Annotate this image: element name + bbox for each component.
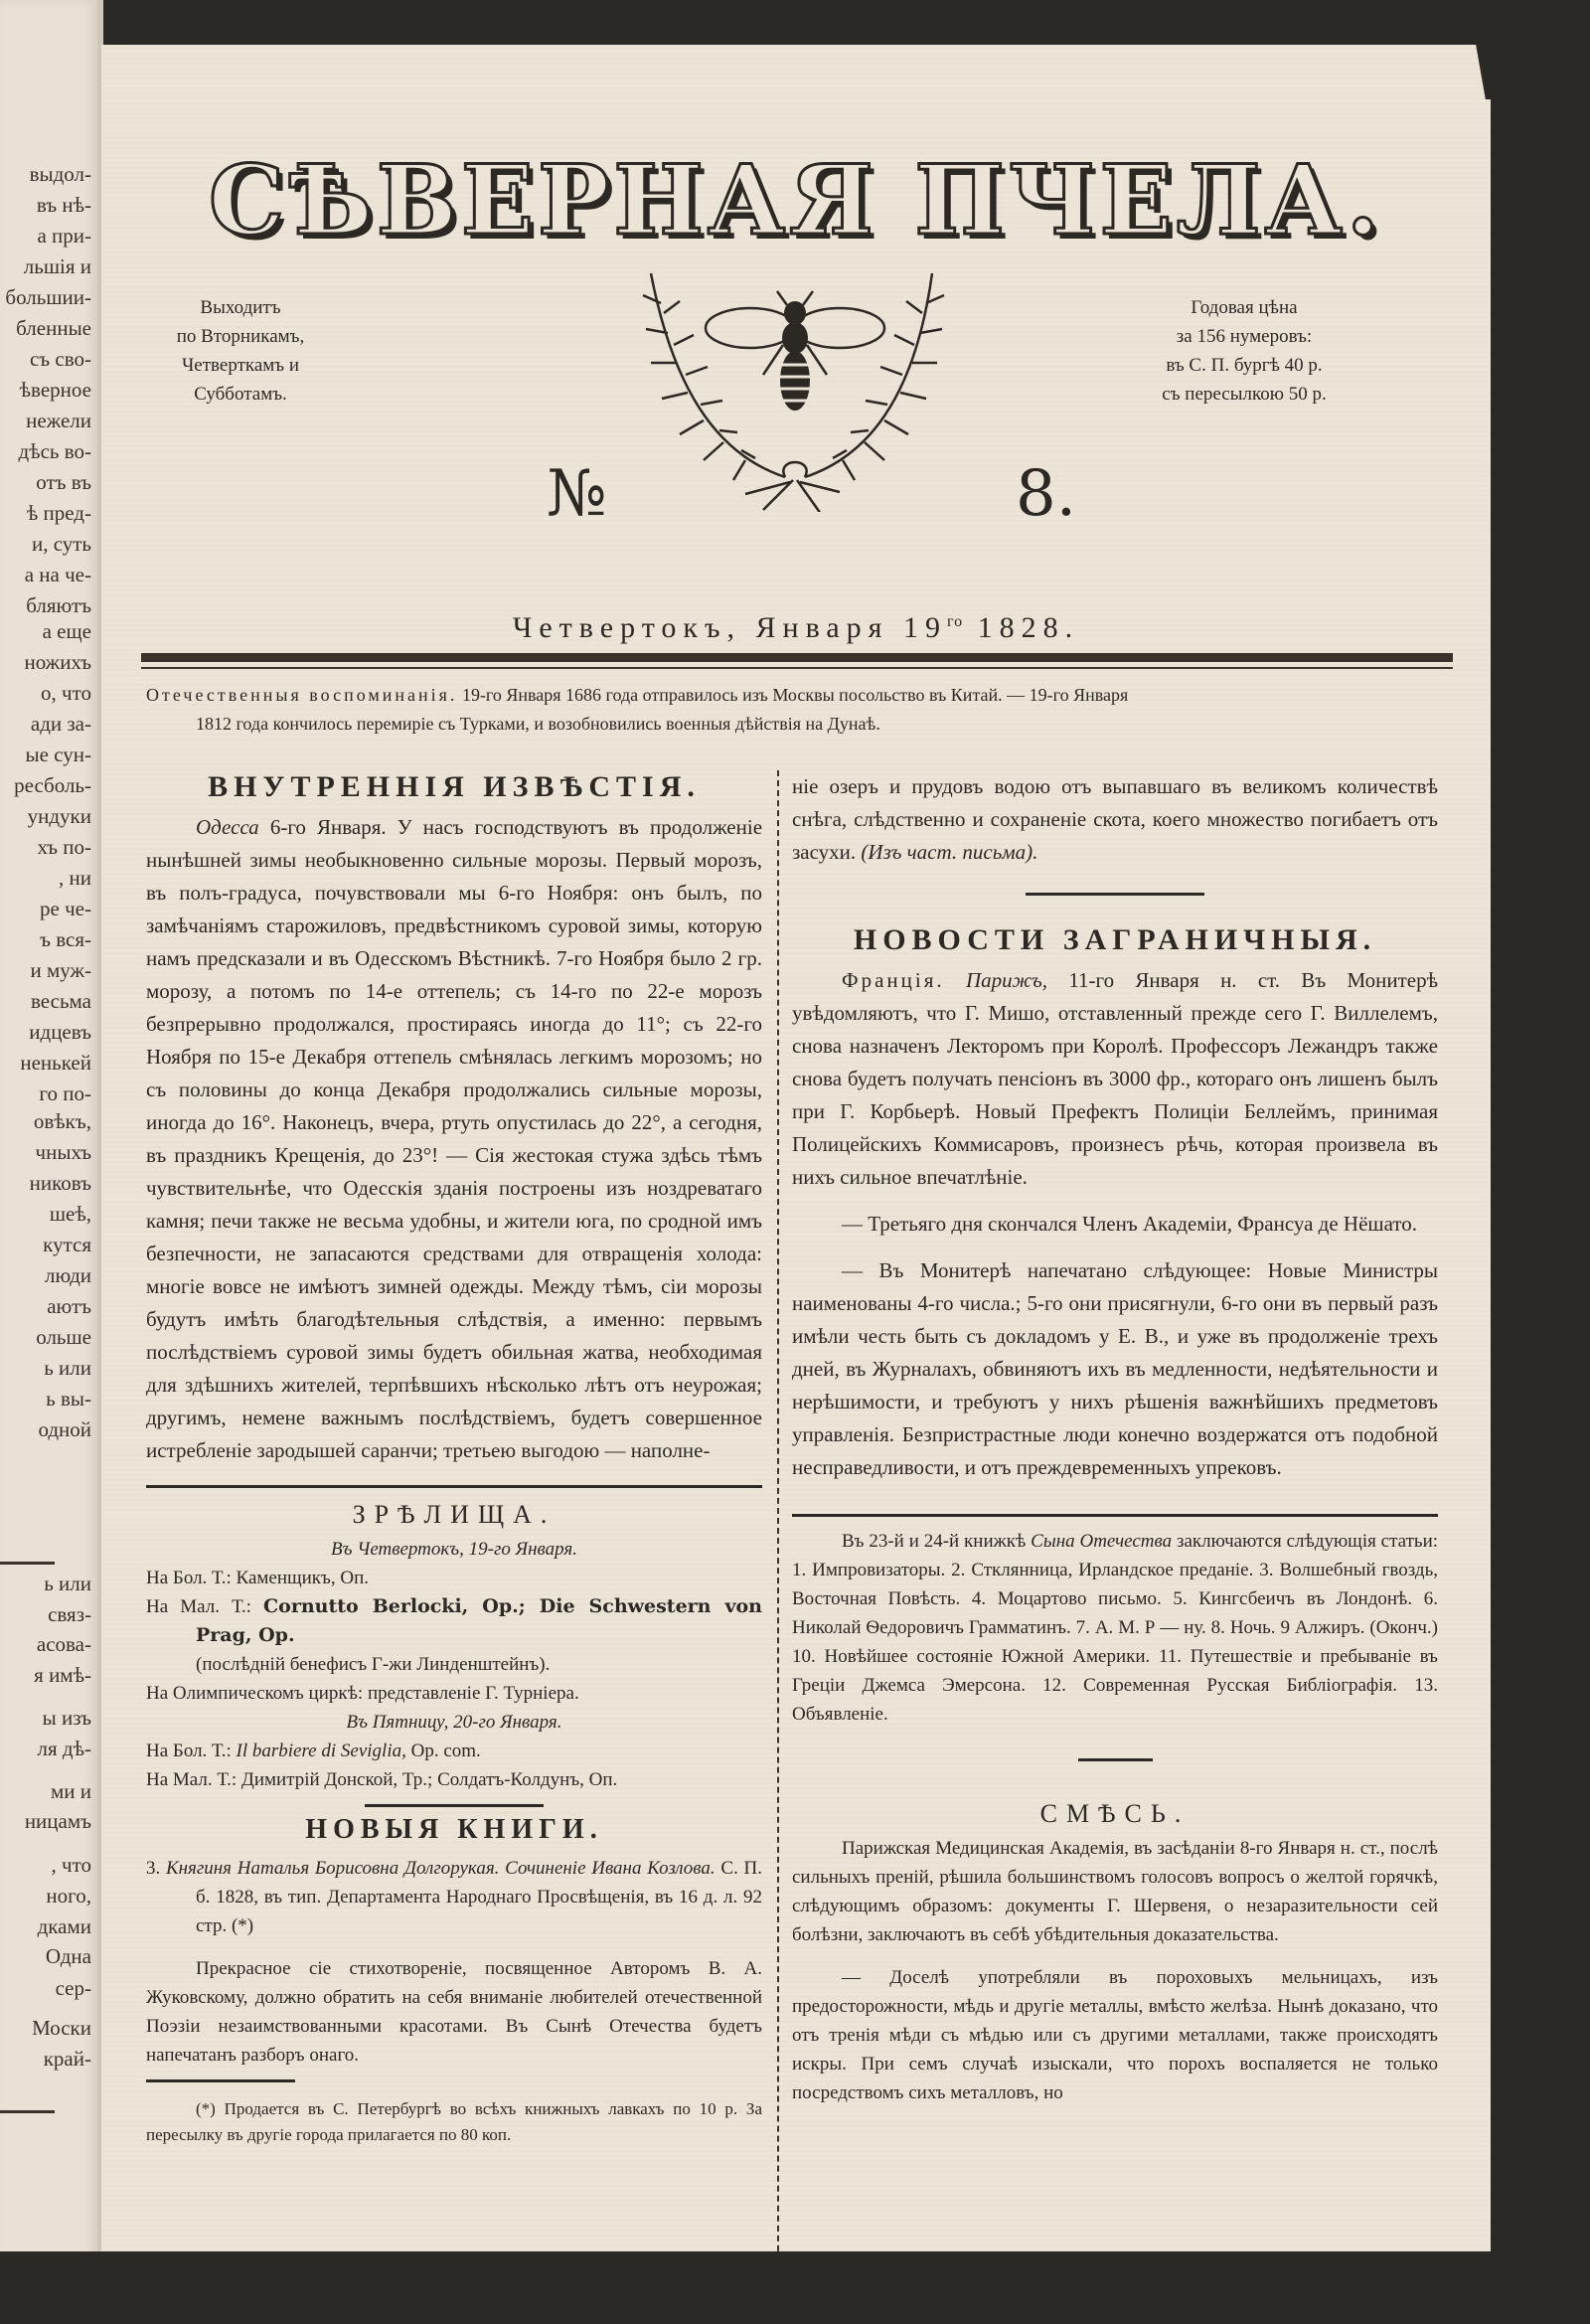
previous-page-text-fragment: и, суть (31, 532, 91, 556)
section-rule (1078, 1758, 1153, 1761)
article-paragraph: — Третьяго дня скончался Членъ Академіи, Франсуа де Нёшато. (842, 1212, 1418, 1236)
previous-page-text-fragment: ь или (44, 1356, 91, 1380)
article-body: ніе озеръ и прудовъ водою отъ выпавшаго въ великомъ количествѣ снѣга, слѣдственно и сохраненіе скота, коего множество погибаетъ отъ засухи. (792, 774, 1438, 864)
new-books-heading: НОВЫЯ КНИГИ. (305, 1814, 603, 1845)
show: Cornutto Berlocki, Op.; Die Schwestern von Prag, Op. (196, 1595, 762, 1646)
previous-page-text-fragment: ундуки (27, 804, 91, 828)
previous-page-text-fragment: край- (43, 2047, 91, 2071)
date-day: 19 (902, 611, 947, 644)
foreign-news-heading: НОВОСТИ ЗАГРАНИЧНЫЯ. (853, 923, 1377, 956)
article-paragraph: Парижская Медицинская Академія, въ засѣданіи 8-го Января н. ст., послѣ сильныхъ преній, рѣшила большинствомъ голосовъ вопросъ о желтой горячкѣ, слѣдующимъ образомъ: документы Г. Шервеня, о незаразительности сей болѣзни, заключаютъ въ себѣ убѣдительныя доказательства. (792, 1838, 1438, 1945)
previous-page-text-fragment: го по- (39, 1081, 91, 1105)
masthead-thick-rule (141, 653, 1453, 662)
article-body: 6-го Января. У насъ господствуютъ въ продолженіе нынѣшней зимы необыкновенно сильные морозы. Первый морозъ, въ полъ-градуса, почувствовали мы 6-го Ноября: онъ былъ, по замѣчаніямъ старожиловъ, предвѣстникомъ суровой зимы, которую намъ предсказали и въ Одесскомъ Вѣстникѣ. 7-го Ноября было 2 гр. морозу, а потомъ по 14-е оттепель; съ 14-го по 22-е морозъ безпрерывно продолжался, простираясь иногда до 11°; съ 22-го Ноября по 15-е Декабря оттепель смѣнялась легкимъ морозомъ; но съ половины до конца Декабря продолжались сильные морозы, иногда до 16°. Наконецъ, вчера, ртуть опустилась до 22°, а сегодня, въ праздникъ Крещенія, до 23°! — Сія жестокая стужа здѣсь тѣмъ чувствительнѣе, что Одесскія зданія построены изъ ноздреватаго камня; печи также не весьма удобны, и жители юга, по сродной имъ безпечности, не запасаются средствами для отвращенія холода: многіе вовсе не имѣютъ зимней одежды. Между тѣмъ, сіи морозы будутъ имѣть благодѣтельныя слѣдствія, а именно: первымъ послѣдствіемъ суровой зимы будетъ обильная жатва, необходимая для здѣшнихъ жителей, терпѣвшихъ нѣсколько лѣтъ отъ неурожая; другимъ, немене важнымъ послѣдствіемъ, будетъ совершенное истребленіе зародышей саранчи; третьею выгодою — наполне- (146, 815, 763, 1462)
contents-list: 1. Импровизаторы. 2. Стклянница, Ирландское преданіе. 3. Волшебный гвоздь, Восточная Повѣсть. 4. Моцартово письмо. 5. Кингсбеичъ въ Лондонѣ. 6. Николай Ѳедоровичъ Грамматинъ. 7. А. М. Р — ну. 8. Ночь. 9 Алжиръ. (Оконч.) 10. Новѣйшее состояніе Южной Америки. 11. Путешествіе и пребываніе въ Греціи Джемса Эмерсона. 12. Современная Русская Библіографія. 13. Объявленіе. (792, 1560, 1438, 1725)
previous-page-text-fragment: ми и (50, 1779, 91, 1803)
previous-page-text-fragment: выдол- (29, 162, 91, 186)
previous-page-text-fragment: Моски (32, 2016, 91, 2040)
show-note: (послѣдній бенефисъ Г-жи Линденштейнъ). (196, 1654, 551, 1675)
date-day-suffix: го (946, 613, 964, 630)
theatre-listing (146, 1564, 762, 1592)
previous-page-text-fragment: ненькей (20, 1051, 91, 1075)
previous-page-text-fragment: въ нѣ- (36, 193, 91, 217)
previous-page-text-fragment: ади за- (30, 712, 91, 736)
previous-page-text-fragment: и муж- (30, 958, 91, 982)
article-paragraph: — Въ Монитерѣ напечатано слѣдующее: Новые Министры наименованы 4-го числа.; 5-го они присягнули, 6-го они въ первый разъ имѣли честь быть съ докладомъ у Е. В., и уже въ продолженіе трехъ дней, въ Журналахъ, обвиняютъ ихъ въ медленности, недѣятельности и нерѣшимости, и требуютъ у нихъ рѣшенія важнѣйшихъ предметовъ управленія. Безпристрастные люди конечно воздержатся отъ подобной несправедливости, и отъ преждевременныхъ упрековъ. (792, 1258, 1438, 1479)
subscription-price (1155, 293, 1334, 409)
previous-page-text-fragment: о, что (41, 681, 91, 705)
previous-page-text-fragment: ь или (44, 1572, 91, 1595)
section-rule (365, 1804, 544, 1807)
show: Каменщикъ, Оп. (236, 1568, 370, 1588)
previous-page-text-fragment: овѣкъ, (33, 1109, 91, 1133)
newspaper-page (101, 45, 1491, 2251)
show-title: Il barbiere di Seviglia, (236, 1741, 406, 1761)
memoranda-text: 1812 года кончилось перемиріе съ Турками, и возобновились военныя дѣйствія на Дунаѣ. (196, 714, 880, 734)
previous-page-text-fragment: ѣ пред- (26, 501, 91, 525)
previous-page-text-fragment: съ сво- (29, 347, 91, 371)
theatre-day: Въ Четвертокъ, 19-го Января. (331, 1539, 577, 1560)
price-line: за 156 нумеровъ: (1176, 326, 1313, 347)
dateline-place: Одесса (196, 815, 259, 839)
show: Op. com. (410, 1741, 481, 1761)
previous-page-text-fragment: весьма (30, 989, 91, 1013)
foreign-news-article (792, 964, 1438, 1194)
previous-page-text-fragment: ъ вся- (40, 927, 91, 951)
price-line: въ С. П. бургѣ 40 р. (1166, 355, 1323, 376)
previous-page-text-fragment: а на че- (24, 563, 91, 586)
venue: На Мал. Т.: (146, 1596, 251, 1617)
theatre-heading: ЗРѢЛИЩА. (352, 1500, 556, 1529)
previous-page-text-fragment: ь вы- (46, 1387, 91, 1411)
previous-page-text-fragment: ые сун- (25, 743, 91, 766)
previous-page-text-fragment: ницамъ (24, 1809, 91, 1833)
journal-title: Сына Отечества (1031, 1531, 1173, 1552)
show: представленіе Г. Турніера. (367, 1683, 579, 1704)
venue: На Мал. Т.: (146, 1769, 238, 1790)
schedule-line: Субботамъ. (194, 384, 287, 405)
contents-intro: заключаются слѣдующія статьи: (1176, 1531, 1439, 1552)
previous-page-rule (0, 2110, 55, 2113)
theatre-listing (146, 1679, 762, 1708)
issue-number-sign: № (547, 457, 607, 531)
theatre-listing (146, 1592, 762, 1679)
memoranda-label: Отечественныя воспоминанія. (146, 685, 458, 705)
contents-intro: Въ 23-й и 24-й книжкѣ (842, 1531, 1027, 1552)
previous-page-text-fragment: бленные (16, 316, 91, 340)
new-books-entry (146, 1854, 762, 2070)
previous-page-text-fragment: а при- (37, 224, 91, 248)
date-weekday: Четвертокъ, (512, 611, 741, 644)
previous-page-text-fragment: шеѣ, (49, 1202, 91, 1226)
footnote-rule (146, 2079, 295, 2082)
domestic-news-continuation (792, 770, 1438, 869)
issue-number: 8. (1016, 457, 1077, 531)
torn-corner (1476, 45, 1502, 99)
previous-page-text-fragment: ы изъ (42, 1706, 91, 1730)
national-memoranda (146, 681, 1453, 739)
book-listing (146, 1854, 762, 1940)
date-month: Января (755, 611, 889, 644)
previous-page-text-fragment: , что (51, 1853, 91, 1877)
theatre-day: Въ Пятницу, 20-го Января. (346, 1712, 562, 1733)
previous-page-text-fragment: хъ по- (37, 835, 91, 859)
memoranda-text: 19-го Января 1686 года отправилось изъ Москвы посольство въ Китай. — 19-го Января (461, 685, 1129, 705)
previous-page-text-fragment: люди (44, 1263, 91, 1287)
venue: На Бол. Т.: (146, 1741, 232, 1761)
section-rule (146, 1485, 762, 1488)
previous-page-text-fragment: дками (37, 1914, 91, 1938)
previous-page-text-fragment: связ- (48, 1602, 91, 1626)
schedule-line: Четверткамъ и (181, 355, 300, 376)
section-rule (792, 1514, 1438, 1517)
previous-page-text-fragment: Одна (45, 1944, 91, 1968)
previous-page-text-fragment: одной (38, 1417, 91, 1441)
country: Франція. (842, 968, 945, 992)
right-column (792, 770, 1438, 2107)
bee-wreath-icon (616, 234, 974, 512)
previous-page-text-fragment: дѣсь во- (18, 439, 91, 463)
previous-page-text-fragment: асова- (36, 1632, 91, 1656)
book-title: Княгиня Наталья Борисовна Долгорукая. Сочиненіе Ивана Козлова. (165, 1858, 716, 1879)
article-body: 11-го Января н. ст. Въ Монитерѣ увѣдомляютъ, что Г. Мишо, отставленный прежде сего Г. Виллелемъ, снова назначенъ Лекторомъ при Королѣ. Профессоръ Лежандръ также снова будетъ получать пенсіонъ въ 3000 фр., котораго онъ лишенъ былъ при Г. Корбьерѣ. Новый Префектъ Полиціи Беллеймъ, принимая Полицейскихъ Коммисаровъ, произнесъ рѣчь, которая произвела въ нихъ сильное впечатлѣніе. (792, 968, 1439, 1189)
previous-page-text-fragment: а еще (42, 619, 91, 643)
newspaper-title: СѢВЕРНАЯ ПЧЕЛА. (208, 144, 1384, 256)
previous-page-text-fragment: отъ въ (36, 470, 91, 494)
footnote: (*) Продается въ С. Петербургѣ во всѣхъ книжныхъ лавкахъ по 10 р. За пересылку въ другіе города прилагается по 80 коп. (146, 2099, 762, 2144)
book-imprint: С. П. б. 1828, въ тип. Департамента Народнаго Просвѣщенія, въ 16 д. л. 92 стр. (*) (196, 1858, 762, 1936)
theatre-listings (146, 1535, 762, 1794)
previous-page-text-fragment: льшія и (23, 254, 91, 278)
venue: На Олимпическомъ циркѣ: (146, 1683, 364, 1704)
schedule-line: по Вторникамъ, (176, 326, 305, 347)
previous-page-text-fragment: я имѣ- (34, 1663, 91, 1687)
previous-page-text-fragment: , ни (59, 866, 91, 890)
scan-background (0, 2251, 1590, 2324)
previous-page-rule (0, 1562, 55, 1565)
previous-page-text-fragment: ля дѣ- (37, 1737, 91, 1760)
book-number: 3. (146, 1858, 161, 1879)
previous-page-text-fragment: бляютъ (26, 593, 91, 617)
previous-page-text-fragment: ѣверное (19, 378, 91, 402)
price-line: съ пересылкою 50 р. (1162, 384, 1327, 405)
schedule-line: Выходитъ (200, 297, 281, 318)
previous-page-text-fragment: сер- (55, 1976, 91, 2000)
venue: На Бол. Т.: (146, 1568, 232, 1588)
book-review: Прекрасное сіе стихотвореніе, посвященное Авторомъ В. А. Жуковскому, должно обратить на себя вниманіе любителей отечественной Поэзіи незаимствованными красотами. Въ Сынѣ Отечества будетъ напечатанъ разборъ онаго. (146, 1958, 762, 2066)
city: Парижъ, (965, 968, 1048, 992)
previous-page-text-fragment: ольше (36, 1325, 91, 1349)
masthead-thin-rule (141, 667, 1453, 669)
issue-date (101, 611, 1491, 645)
column-divider (777, 770, 779, 2291)
theatre-listing (146, 1765, 762, 1794)
previous-page-text-fragment: кутся (43, 1233, 91, 1256)
previous-page-text-fragment: ресболь- (14, 773, 91, 797)
domestic-news-heading: ВНУТРЕННІЯ ИЗВѢСТІЯ. (208, 770, 701, 803)
price-line: Годовая цѣна (1191, 297, 1298, 318)
previous-page-text-fragment: чныхъ (35, 1140, 91, 1164)
previous-page-text-fragment: идцевъ (29, 1020, 91, 1044)
domestic-news-article (146, 811, 762, 1467)
miscellany-articles (792, 1834, 1438, 2107)
publication-schedule (161, 293, 320, 409)
previous-page-text-fragment: ного, (46, 1884, 91, 1908)
previous-page-text-fragment: ре че- (40, 897, 91, 920)
journal-contents (792, 1527, 1438, 1729)
article-paragraph: — Доселѣ употребляли въ пороховыхъ мельницахъ, изъ предосторожности, мѣдь и другіе металлы, вмѣсто желѣза. Нынѣ доказано, что отъ тренія мѣди съ мѣдью или съ другими металлами, также происходятъ искры. При семъ случаѣ изыскали, что порохъ воспаляется не только посредствомъ сихъ металловъ, но (792, 1967, 1438, 2103)
miscellany-heading: СМѢСЬ. (1039, 1799, 1191, 1828)
previous-page-text-fragment: никовъ (29, 1171, 91, 1195)
theatre-listing (146, 1737, 762, 1765)
left-column (146, 770, 762, 2148)
previous-page-text-fragment: большии- (5, 285, 91, 309)
section-rule (1026, 893, 1204, 896)
date-year: 1828. (977, 611, 1080, 644)
show: Димитрій Донской, Тр.; Солдатъ-Колдунъ, Оп. (240, 1769, 618, 1790)
previous-page-text-fragment: нежели (26, 409, 91, 432)
article-source: (Изъ част. письма). (861, 840, 1038, 864)
previous-page-edge (0, 0, 101, 2324)
previous-page-text-fragment: ножихъ (24, 650, 91, 674)
previous-page-text-fragment: аютъ (47, 1294, 91, 1318)
